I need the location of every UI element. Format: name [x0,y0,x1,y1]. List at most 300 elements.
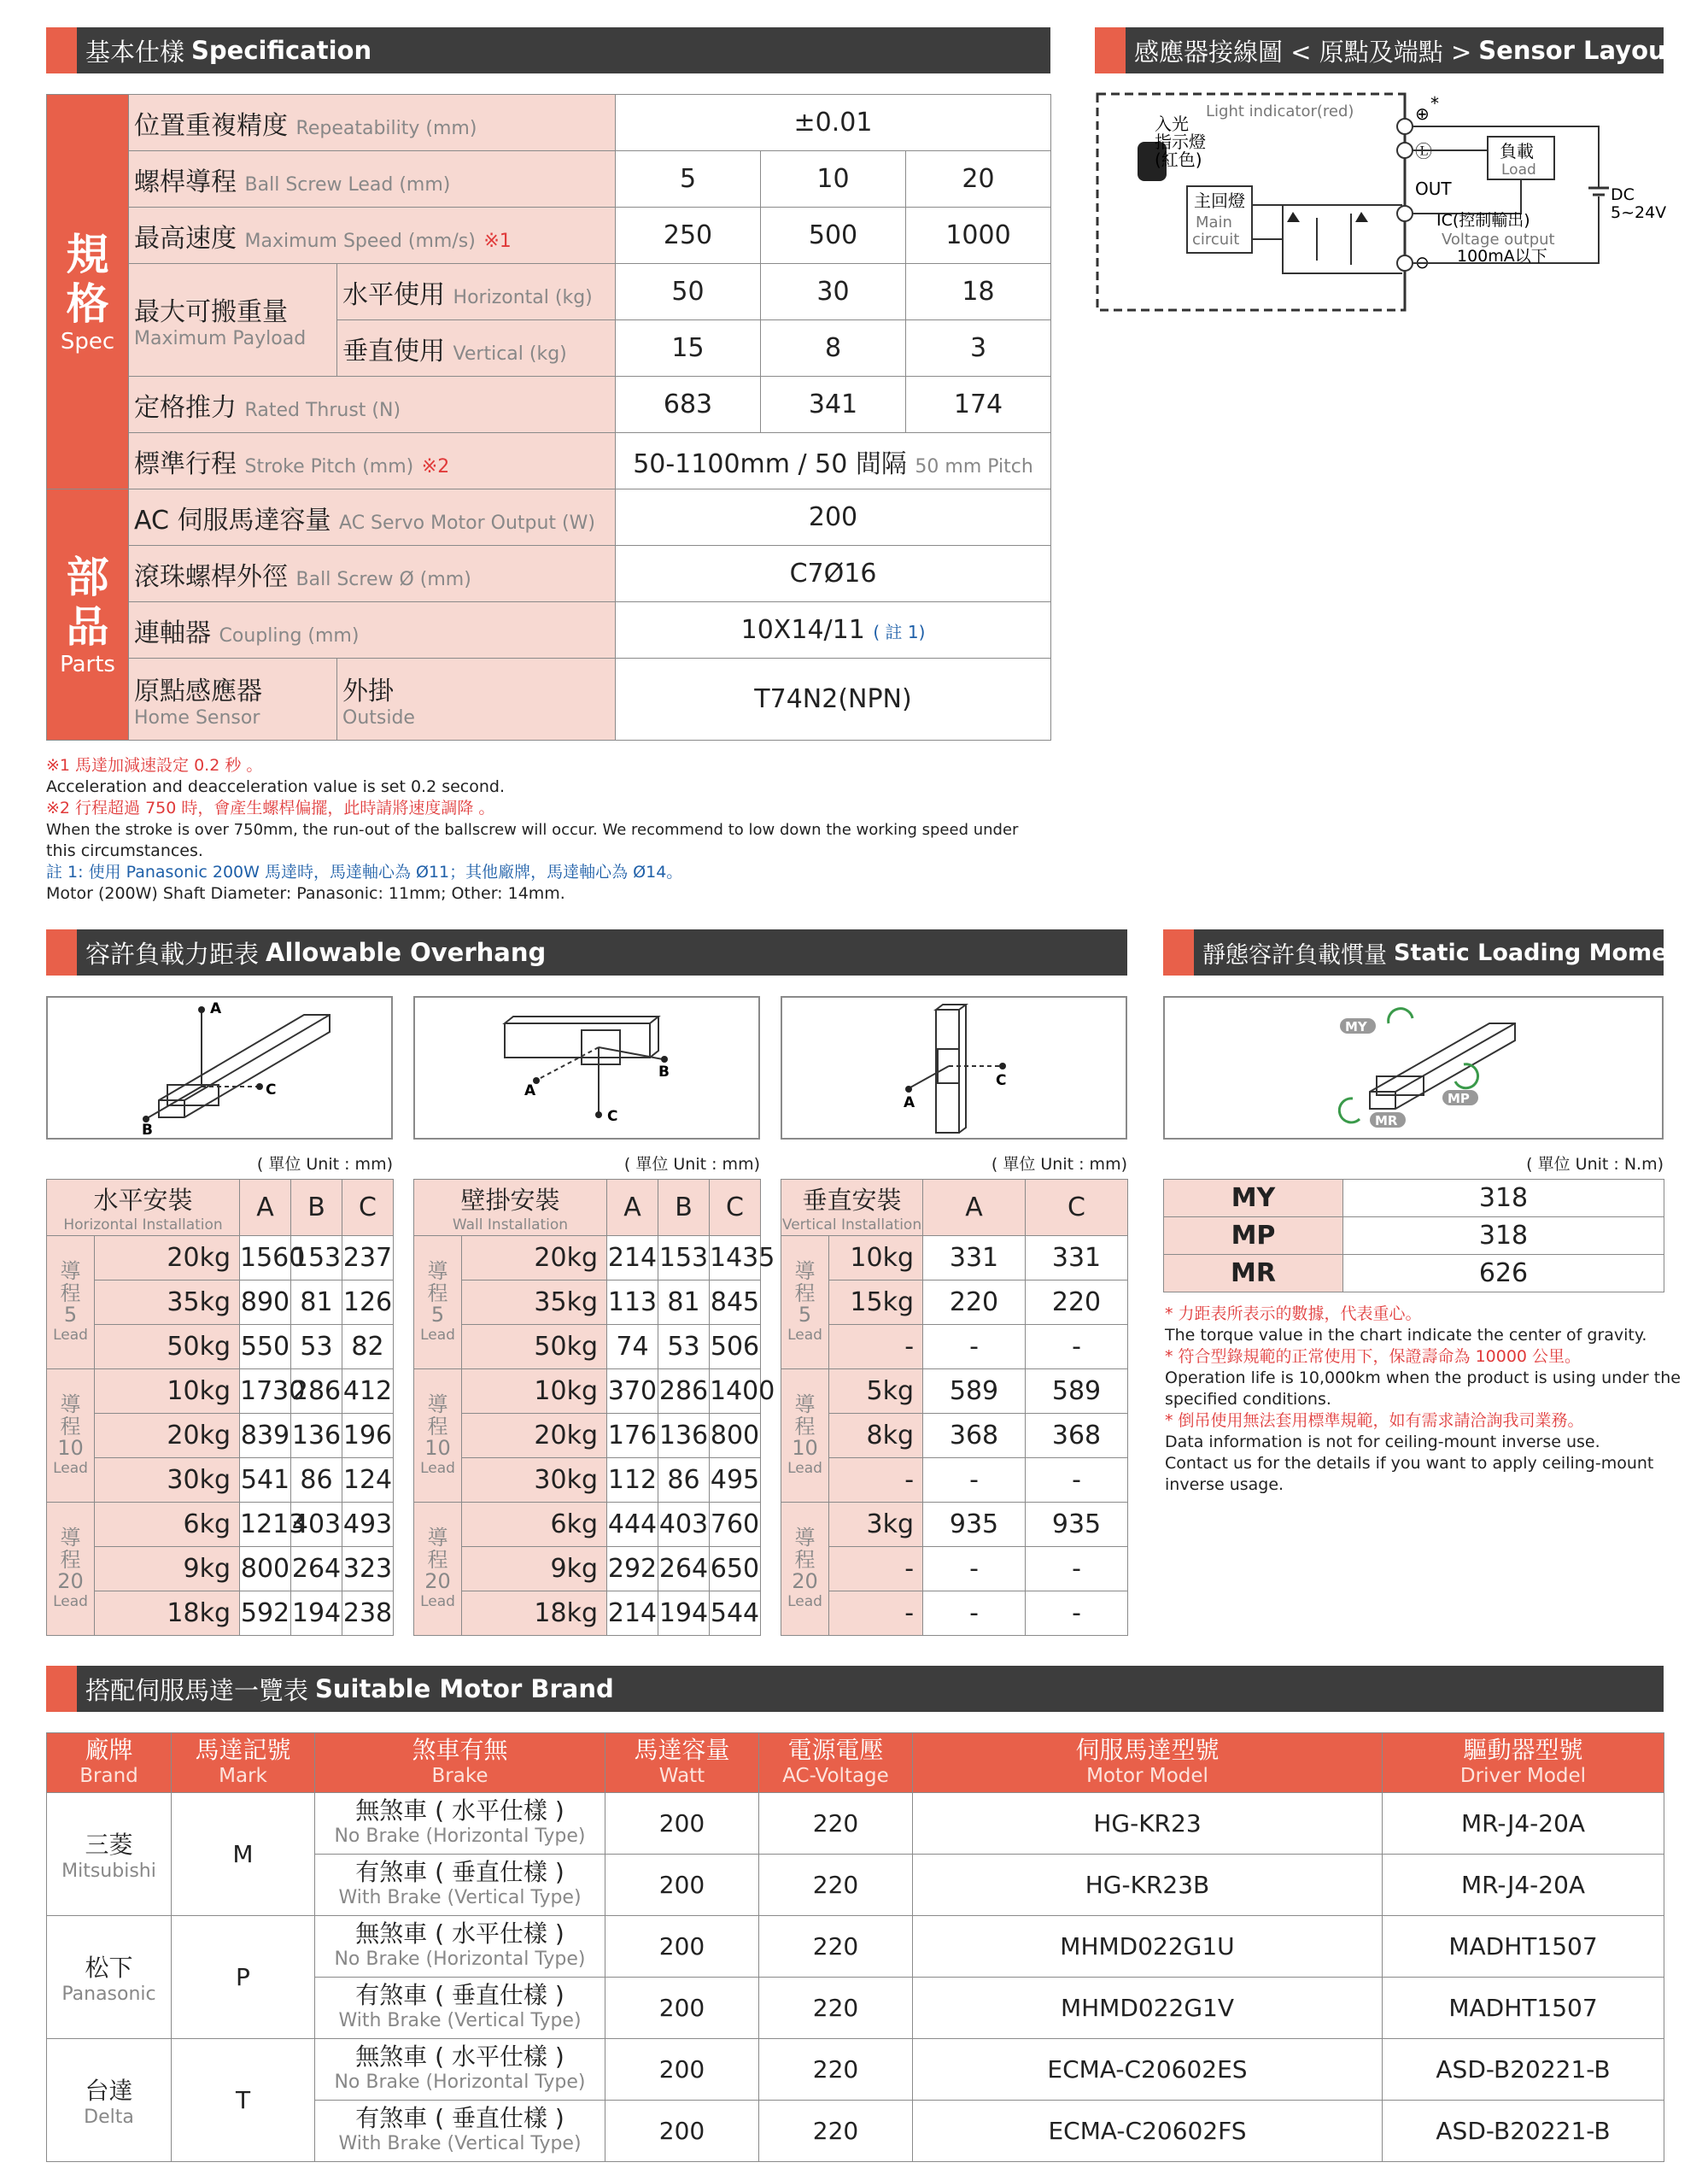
watt-cell: 200 [605,1793,759,1855]
table-row [781,1547,1128,1591]
motor-header-zh: 搭配伺服馬達一覽表 [85,1675,309,1705]
brake-zh: 無煞車 ( 水平仕樣 ) [355,2042,564,2071]
indicator-label: 指示燈 [1155,132,1206,152]
col-zh: 驅動器型號 [1463,1735,1583,1764]
value-cell: 220 [1026,1280,1128,1325]
moment-header [1163,929,1695,976]
lead-en-label: Lead [53,1326,88,1344]
l-terminal: Ⓛ [1415,141,1432,161]
value-cell: 495 [710,1458,761,1503]
table-title: 水平安裝 Horizontal Installation [47,1180,240,1236]
load-cell: - [829,1458,923,1503]
table-title: 垂直安裝 Vertical Installation [781,1180,923,1236]
axis-a: A [904,1094,915,1111]
load-cell: 15kg [829,1280,923,1325]
lead-cell [47,1503,95,1636]
spec-header [46,27,1050,73]
main-circuit-en1: Main [1196,214,1232,231]
load-cell: 5kg [829,1369,923,1414]
lead-number: 10 [792,1435,818,1460]
value-cell: 444 [607,1503,658,1547]
load-cell: 20kg [95,1414,240,1458]
value-cell: 214 [607,1591,658,1636]
sensor-header-en: Sensor Layout [1478,36,1678,65]
load-cell: 20kg [95,1236,240,1280]
value-cell: 86 [291,1458,342,1503]
value-cell: 544 [710,1591,761,1636]
load-cell: 50kg [462,1325,607,1369]
screw-label: 滾珠螺桿外徑 Ball Screw Ø (mm) [129,546,616,602]
current-limit-label: 100mA以下 [1457,247,1547,266]
value-cell: 196 [342,1414,394,1458]
mp-label: MP [1448,1091,1470,1106]
col-zh: 馬達容量 [634,1735,730,1764]
unit-label: ( 單位 Unit : mm) [623,1155,760,1174]
in-light-label: 入光 [1155,114,1189,134]
spec-notes [46,755,1054,905]
value-cell: 323 [342,1547,394,1591]
lead-number: 10 [424,1435,451,1460]
horizontal-install-diagram [46,996,393,1140]
col-zh: 馬達記號 [195,1735,291,1764]
motor-model-cell: MHMD022G1U [913,1916,1383,1978]
lead-zh-label: 導程 [60,1258,81,1305]
table-row [414,1414,761,1458]
value-cell: 286 [658,1369,710,1414]
load-cell: 3kg [829,1503,923,1547]
col-c: C [1026,1180,1128,1236]
table-row [414,1547,761,1591]
home-sensor-value: T74N2(NPN) [616,659,1051,741]
value-cell: - [923,1458,1026,1503]
axis-a: A [210,1000,222,1017]
value-cell: 176 [607,1414,658,1458]
motor-output-value: 200 [616,489,1051,546]
note-2-en-cont: this circumstances. [46,841,203,860]
lead-zh-label: 導程 [427,1525,448,1572]
main-circuit-zh: 主回燈 [1194,190,1245,211]
table-row [414,1236,761,1280]
table-row [781,1414,1128,1458]
axis-a: A [524,1082,536,1099]
motor-model-cell: ECMA-C20602FS [913,2101,1383,2162]
value-cell: 113 [607,1280,658,1325]
my-label: MY [1345,1019,1367,1034]
value-cell: 124 [342,1458,394,1503]
thrust-value: 683 [616,377,761,433]
coupling-label: 連軸器 Coupling (mm) [129,602,616,659]
brand-mark: M [172,1793,315,1916]
moment-note: Data information is not for ceiling-mount inverse use. [1165,1433,1600,1451]
brand-en: Panasonic [61,1984,156,2005]
load-en: Load [1501,161,1536,179]
lead-zh-label: 導程 [794,1258,816,1305]
moment-header-en: Static Loading Moment [1394,939,1695,966]
value-cell: 220 [923,1280,1026,1325]
moment-note: * 力距表所表示的數據，代表重心。 [1165,1304,1422,1323]
col-c: C [342,1180,394,1236]
driver-model-cell: MADHT1507 [1383,1978,1664,2039]
horizontal-label: 水平使用 Horizontal (kg) [337,264,616,320]
col-zh: 煞車有無 [412,1735,508,1764]
value-cell: - [923,1591,1026,1636]
value-cell: 194 [291,1591,342,1636]
vertical-install-diagram [781,996,1127,1140]
col-en: Mark [219,1764,267,1787]
lead-zh-label: 導程 [427,1392,448,1439]
value-cell: 214 [607,1236,658,1280]
load-cell: 30kg [95,1458,240,1503]
driver-model-cell: ASD-B20221-B [1383,2039,1664,2101]
mr-label: MR [1375,1113,1398,1128]
moment-note: * 倒吊使用無法套用標準規範，如有需求請洽詢我司業務。 [1165,1411,1584,1430]
value-cell: 286 [291,1369,342,1414]
spec-group-cell: 規 格 Spec [47,95,129,489]
value-cell: 153 [291,1236,342,1280]
sensor-wiring-diagram [1095,85,1667,316]
outside-label: 外掛 Outside [337,659,616,741]
motor-row [47,1793,1664,1855]
brake-en: With Brake (Vertical Type) [338,2009,582,2031]
horizontal-overhang-table [46,1179,394,1636]
lead-label: 螺桿導程 Ball Screw Lead (mm) [129,151,616,208]
payload-value: 8 [761,320,906,377]
brand-mark: P [172,1916,315,2039]
brake-cell [315,1978,605,2039]
value-cell: 935 [1026,1503,1128,1547]
motor-col-header [315,1733,605,1793]
col-en: AC-Voltage [782,1764,889,1787]
motor-col-header [47,1733,172,1793]
table-row [781,1591,1128,1636]
dc-voltage: 5~24V [1611,203,1667,222]
value-cell: 839 [240,1414,291,1458]
value-cell: 82 [342,1325,394,1369]
moment-key: MY [1164,1180,1343,1217]
value-cell: 1435 [710,1236,761,1280]
lead-en-label: Lead [53,1459,88,1477]
col-a: A [923,1180,1026,1236]
axis-b: B [142,1122,153,1139]
brake-zh: 有煞車 ( 垂直仕樣 ) [355,1980,564,2009]
lead-cell [781,1236,829,1369]
value-cell: 194 [658,1591,710,1636]
value-cell: 86 [658,1458,710,1503]
value-cell: 112 [607,1458,658,1503]
vertical-label: 垂直使用 Vertical (kg) [337,320,616,377]
overhang-header-zh: 容許負載力距表 [85,939,260,969]
lead-zh-label: 導程 [60,1392,81,1439]
moment-note: specified conditions. [1165,1390,1331,1409]
table-row [47,1369,394,1414]
motor-col-header [759,1733,913,1793]
repeat-label: 位置重複精度 Repeatability (mm) [129,95,616,151]
lead-number: 20 [792,1568,818,1593]
screw-value: C7Ø16 [616,546,1051,602]
value-cell: 1560 [240,1236,291,1280]
payload-value: 50 [616,264,761,320]
brake-zh: 有煞車 ( 垂直仕樣 ) [355,1857,564,1886]
lead-cell [47,1236,95,1369]
col-b: B [658,1180,710,1236]
col-en: Driver Model [1459,1764,1587,1787]
payload-value: 3 [906,320,1051,377]
axis-b: B [658,1064,670,1081]
brake-cell [315,2101,605,2162]
lead-cell [414,1503,462,1636]
red-label: (紅色) [1155,149,1202,170]
brake-en: No Brake (Horizontal Type) [334,1825,586,1847]
value-cell: 1400 [710,1369,761,1414]
brake-zh: 有煞車 ( 垂直仕樣 ) [355,2103,564,2132]
col-zh: 伺服馬達型號 [1075,1735,1220,1764]
lead-number: 5 [63,1302,78,1327]
load-cell: 50kg [95,1325,240,1369]
unit-label: ( 單位 Unit : N.m) [1526,1155,1664,1174]
value-cell: 403 [658,1503,710,1547]
load-cell: 20kg [462,1414,607,1458]
payload-value: 15 [616,320,761,377]
value-cell: 126 [342,1280,394,1325]
motor-model-cell: HG-KR23 [913,1793,1383,1855]
value-cell: 403 [291,1503,342,1547]
thrust-value: 174 [906,377,1051,433]
lead-en-label: Lead [420,1592,455,1610]
main-circuit-en2: circuit [1192,231,1240,249]
minus-terminal: ⊖ [1415,252,1430,272]
moment-note: inverse usage. [1165,1475,1284,1494]
ic-label: IC(控制輸出) [1436,211,1530,230]
driver-model-cell: MR-J4-20A [1383,1793,1664,1855]
lead-cell [414,1369,462,1503]
stroke-label: 標準行程 Stroke Pitch (mm) ※2 [129,433,616,489]
speed-value: 250 [616,208,761,264]
lead-number: 20 [424,1568,451,1593]
note-3-en: Motor (200W) Shaft Diameter: Panasonic: 11mm; Other: 14mm. [46,884,565,903]
lead-zh-label: 導程 [427,1258,448,1305]
note-3: 註 1: 使用 Panasonic 200W 馬達時，馬達軸心為 Ø11；其他廠牌，馬達軸心為 Ø14。 [46,863,683,882]
value-cell: 81 [658,1280,710,1325]
table-row [781,1458,1128,1503]
value-cell: 800 [710,1414,761,1458]
table-row [47,1414,394,1458]
value-cell: 845 [710,1280,761,1325]
brake-en: With Brake (Vertical Type) [338,1886,582,1908]
lead-en-label: Lead [420,1326,455,1344]
value-cell: 74 [607,1325,658,1369]
lead-value: 5 [616,151,761,208]
brand-zh: 松下 [85,1954,133,1982]
moment-diagram [1163,996,1664,1140]
motor-model-cell: MHMD022G1V [913,1978,1383,2039]
lead-en-label: Lead [787,1592,822,1610]
motor-model-cell: HG-KR23B [913,1855,1383,1916]
brake-cell [315,1793,605,1855]
axis-c: C [996,1072,1007,1089]
col-en: Brand [79,1764,138,1787]
value-cell: 237 [342,1236,394,1280]
brake-cell [315,2039,605,2101]
col-b: B [291,1180,342,1236]
brake-zh: 無煞車 ( 水平仕樣 ) [355,1796,564,1825]
motor-header-en: Suitable Motor Brand [315,1674,614,1703]
note-1: ※1 馬達加減速設定 0.2 秒 。 [46,756,263,775]
repeat-value: ±0.01 [616,95,1051,151]
spec-table [46,94,1051,741]
value-cell: - [1026,1591,1128,1636]
value-cell: 589 [1026,1369,1128,1414]
load-cell: - [829,1591,923,1636]
value-cell: 368 [923,1414,1026,1458]
moment-header-zh: 靜態容許負載慣量 [1202,941,1387,969]
driver-model-cell: MR-J4-20A [1383,1855,1664,1916]
spec-header-en: Specification [191,36,372,65]
col-en: Brake [431,1764,488,1787]
load-cell: 10kg [462,1369,607,1414]
watt-cell: 200 [605,1978,759,2039]
voltage-cell: 220 [759,2039,913,2101]
motor-col-header [172,1733,315,1793]
lead-cell [47,1369,95,1503]
value-cell: - [1026,1547,1128,1591]
load-cell: 18kg [462,1591,607,1636]
value-cell: 493 [342,1503,394,1547]
lead-number: 5 [798,1302,812,1327]
table-title: 壁掛安裝 Wall Installation [414,1180,607,1236]
brand-mark: T [172,2039,315,2162]
value-cell: 550 [240,1325,291,1369]
value-cell: 800 [240,1547,291,1591]
note-2: ※2 行程超過 750 時，會產生螺桿偏擺，此時請將速度調降 。 [46,799,495,818]
value-cell: 264 [291,1547,342,1591]
lead-cell [414,1236,462,1369]
motor-col-header [605,1733,759,1793]
plus-terminal: ⊕ [1415,103,1430,124]
value-cell: 292 [607,1547,658,1591]
load-cell: 35kg [462,1280,607,1325]
brake-en: No Brake (Horizontal Type) [334,1948,586,1970]
value-cell: 541 [240,1458,291,1503]
table-row [781,1280,1128,1325]
load-zh: 負載 [1500,141,1534,161]
moment-table [1163,1179,1664,1292]
motor-col-header [1383,1733,1664,1793]
table-row [47,1236,394,1280]
moment-note: The torque value in the chart indicate the center of gravity. [1165,1326,1647,1345]
unit-label: ( 單位 Unit : mm) [991,1155,1127,1174]
value-cell: 412 [342,1369,394,1414]
value-cell: 890 [240,1280,291,1325]
speed-value: 1000 [906,208,1051,264]
lead-value: 10 [761,151,906,208]
table-row [47,1458,394,1503]
lead-cell [781,1369,829,1503]
table-row [414,1280,761,1325]
lead-cell [781,1503,829,1636]
brand-cell [47,1793,172,1916]
brand-en: Mitsubishi [61,1861,156,1882]
table-row [414,1325,761,1369]
value-cell: 592 [240,1591,291,1636]
lead-en-label: Lead [787,1326,822,1344]
brand-cell [47,2039,172,2162]
table-row [47,1280,394,1325]
speed-value: 500 [761,208,906,264]
out-label: OUT [1415,179,1452,199]
value-cell: 760 [710,1503,761,1547]
brand-cell [47,1916,172,2039]
table-row [414,1458,761,1503]
load-cell: 6kg [95,1503,240,1547]
value-cell: 331 [923,1236,1026,1280]
value-cell: 331 [1026,1236,1128,1280]
brake-zh: 無煞車 ( 水平仕樣 ) [355,1919,564,1948]
parts-group-cell: 部 品 Parts [47,489,129,741]
table-row [414,1503,761,1547]
motor-row [47,2039,1664,2101]
coupling-value: 10X14/11 ( 註 1) [616,602,1051,659]
voltage-cell: 220 [759,1855,913,1916]
lead-number: 5 [430,1302,445,1327]
moment-note: Contact us for the details if you want to apply ceiling-mount [1165,1454,1654,1473]
payload-label: 最大可搬重量 Maximum Payload [129,264,337,377]
motor-model-cell: ECMA-C20602ES [913,2039,1383,2101]
table-row [414,1591,761,1636]
table-row [781,1503,1128,1547]
moment-notes [1165,1304,1681,1496]
brake-cell [315,1855,605,1916]
thrust-value: 341 [761,377,906,433]
watt-cell: 200 [605,1916,759,1978]
moment-key: MR [1164,1255,1343,1292]
moment-note: Operation life is 10,000km when the product is using under the [1165,1368,1681,1387]
value-cell: 506 [710,1325,761,1369]
load-cell: - [829,1547,923,1591]
value-cell: 136 [658,1414,710,1458]
dc-label: DC [1611,185,1635,204]
value-cell: 650 [710,1547,761,1591]
load-cell: 35kg [95,1280,240,1325]
value-cell: 136 [291,1414,342,1458]
note-2-en: When the stroke is over 750mm, the run-out of the ballscrew will occur. We recommend to low down the working speed under [46,821,1019,839]
value-cell: 264 [658,1547,710,1591]
value-cell: - [923,1325,1026,1369]
table-row [47,1591,394,1636]
table-row [781,1236,1128,1280]
col-a: A [607,1180,658,1236]
brake-en: No Brake (Horizontal Type) [334,2071,586,2093]
load-cell: 10kg [95,1369,240,1414]
col-en: Motor Model [1086,1764,1208,1787]
table-row [414,1369,761,1414]
value-cell: 935 [923,1503,1026,1547]
load-cell: 18kg [95,1591,240,1636]
wall-install-diagram [413,996,760,1140]
thrust-label: 定格推力 Rated Thrust (N) [129,377,616,433]
value-cell: - [923,1547,1026,1591]
axis-c: C [266,1081,277,1099]
lead-number: 20 [57,1568,84,1593]
table-row [781,1369,1128,1414]
payload-value: 30 [761,264,906,320]
lead-number: 10 [57,1435,84,1460]
home-sensor-label: 原點感應器 Home Sensor [129,659,337,741]
note-1-en: Acceleration and deacceleration value is set 0.2 second. [46,777,506,796]
col-zh: 電源電壓 [787,1735,884,1764]
speed-label: 最高速度 Maximum Speed (mm/s) ※1 [129,208,616,264]
brand-zh: 三菱 [85,1831,133,1859]
light-indicator-text: Light indicator(red) [1206,103,1354,120]
